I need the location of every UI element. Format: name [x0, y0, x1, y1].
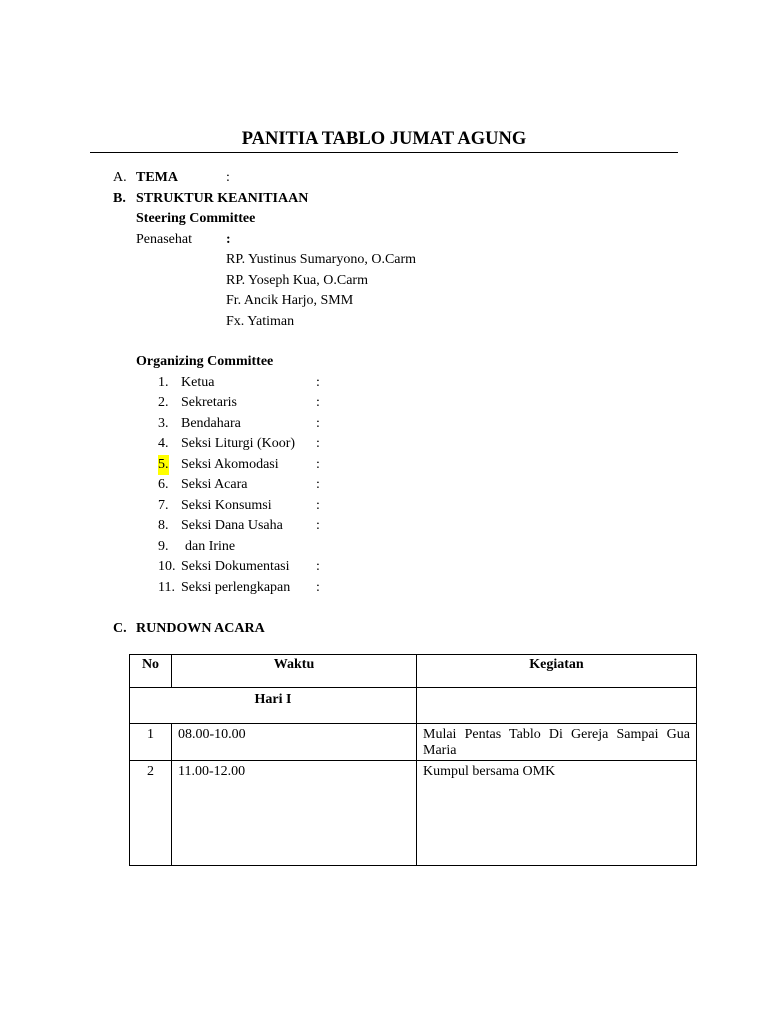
organizing-committee-heading: Organizing Committee — [136, 354, 274, 369]
organizing-item-num: 11. — [158, 580, 175, 595]
organizing-item-num: 3. — [158, 416, 169, 431]
organizing-item-label: Bendahara — [181, 416, 241, 431]
organizing-item-num-highlighted: 5. — [158, 455, 169, 475]
organizing-item-label: Sekretaris — [181, 395, 237, 410]
section-c-letter: C. — [113, 621, 127, 636]
rundown-table — [129, 654, 697, 866]
organizing-item-num: 4. — [158, 436, 169, 451]
header-no: No — [130, 655, 172, 688]
organizing-item-label: Seksi Dana Usaha — [181, 518, 283, 533]
header-waktu: Waktu — [172, 655, 417, 688]
organizing-item-num: 1. — [158, 375, 169, 390]
title-underline — [90, 152, 678, 153]
section-a-label: TEMA — [136, 170, 178, 185]
steering-committee-heading: Steering Committee — [136, 211, 256, 226]
organizing-item-colon: : — [316, 559, 320, 574]
organizing-item-colon: : — [316, 580, 320, 595]
penasehat-label: Penasehat — [136, 232, 192, 247]
document-title: PANITIA TABLO JUMAT AGUNG — [241, 129, 527, 149]
organizing-item-colon: : — [316, 375, 320, 390]
organizing-item-label: Ketua — [181, 375, 215, 390]
organizing-item-num: 10. — [158, 559, 176, 574]
table-row — [130, 761, 697, 866]
organizing-item-colon: : — [316, 477, 320, 492]
organizing-item-colon: : — [316, 395, 320, 410]
day-label: Hari I — [130, 688, 417, 724]
row-kegiatan: Kumpul bersama OMK — [417, 761, 697, 866]
section-b-letter: B. — [113, 191, 126, 206]
organizing-item-colon: : — [316, 498, 320, 513]
penasehat-member: RP. Yustinus Sumaryono, O.Carm — [226, 252, 417, 267]
row-waktu: 11.00-12.00 — [172, 761, 417, 866]
section-a-letter: A. — [113, 170, 127, 185]
organizing-item-num: 2. — [158, 395, 169, 410]
table-day-row — [130, 688, 697, 724]
organizing-item-num: 7. — [158, 498, 169, 513]
organizing-item-num: 9. — [158, 539, 169, 554]
organizing-item-colon: : — [316, 457, 320, 472]
organizing-item-label: Seksi Konsumsi — [181, 498, 272, 513]
penasehat-member: Fx. Yatiman — [226, 314, 295, 329]
penasehat-colon: : — [226, 232, 231, 247]
table-row — [130, 724, 697, 761]
organizing-item-label: Seksi Akomodasi — [181, 457, 279, 472]
row-no: 1 — [130, 724, 172, 761]
organizing-item-label: Seksi Dokumentasi — [181, 559, 290, 574]
organizing-item-colon: : — [316, 416, 320, 431]
section-b-label: STRUKTUR KEANITIAAN — [136, 191, 309, 206]
table-header-row — [130, 655, 697, 688]
organizing-item-num: 6. — [158, 477, 169, 492]
day-empty-cell — [417, 688, 697, 724]
organizing-item-colon: : — [316, 436, 320, 451]
organizing-item-num: 8. — [158, 518, 169, 533]
section-a-colon: : — [226, 170, 230, 185]
row-no: 2 — [130, 761, 172, 866]
organizing-item-label: dan Irine — [185, 539, 236, 554]
organizing-item-label: Seksi Liturgi (Koor) — [181, 436, 296, 451]
penasehat-member: Fr. Ancik Harjo, SMM — [226, 293, 354, 308]
row-kegiatan: Mulai Pentas Tablo Di Gereja Sampai Gua Maria — [417, 724, 697, 761]
header-kegiatan: Kegiatan — [417, 655, 697, 688]
penasehat-member: RP. Yoseph Kua, O.Carm — [226, 273, 368, 288]
organizing-item-label: Seksi perlengkapan — [181, 580, 291, 595]
row-waktu: 08.00-10.00 — [172, 724, 417, 761]
organizing-item-colon: : — [316, 518, 320, 533]
organizing-item-label: Seksi Acara — [181, 477, 248, 492]
section-c-label: RUNDOWN ACARA — [136, 621, 265, 636]
